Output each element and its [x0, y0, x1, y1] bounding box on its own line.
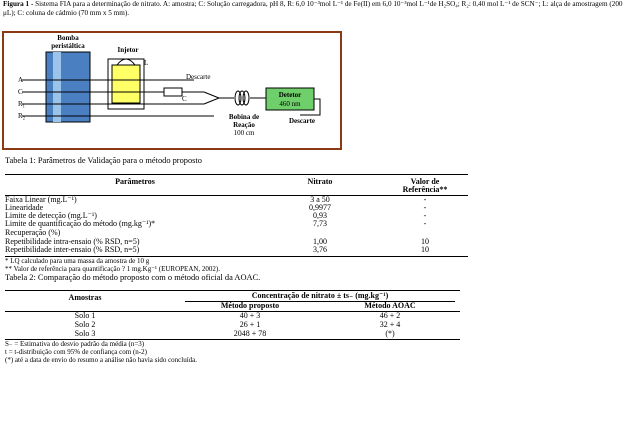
table2-row-proposed: 26 + 1	[239, 320, 261, 329]
table1-header-ref-1: Valor de	[410, 177, 440, 186]
pump-body	[46, 52, 90, 122]
table2-top-rule	[5, 290, 460, 291]
table2-caption: Tabela 2: Comparação do método proposto com o método oficial da AOAC.	[5, 273, 261, 282]
table1-row-nitrate: 0,93	[313, 211, 327, 220]
confluence-1	[204, 92, 219, 104]
injector-label: Injetor	[117, 46, 139, 54]
table1-row-ref: -	[423, 219, 427, 228]
table1-row-ref: -	[423, 195, 427, 204]
table1-row-nitrate: 3 a 50	[310, 195, 330, 204]
pump-label-1: Bomba	[57, 34, 79, 42]
table2-sub-aoac: Método AOAC	[364, 301, 416, 310]
table1-row-param: Limite de quantificação do método (mg.kg⁻¹)*	[5, 219, 156, 228]
cadmium-column	[164, 88, 182, 96]
table1-row-param: Recuperação (%)	[5, 228, 61, 237]
line-label-r1: R₁	[18, 100, 26, 108]
table1-row-nitrate: 3,76	[313, 245, 327, 254]
coil-length: 100 cm	[233, 129, 255, 137]
injector-loop	[117, 59, 135, 65]
figure-caption-prefix: Figura 1 -	[3, 0, 34, 8]
table2-row-sample: Solo 3	[74, 329, 96, 338]
table1-row-ref: 10	[421, 237, 429, 246]
figure-caption-text: Sistema FIA para a determinação de nitrato. A: amostra; C: Solução carregadora, pH 8, R: 6,0 10⁻³mol L⁻¹ de Fe(II) em 6,0 10⁻³mol L⁻¹de H₂SO₄; R₂: 0,40 mol L⁻¹ de SCN⁻; L: alça de amostragem (200 μL); C: coluna de cádmio (70 mm x 5 mm).	[3, 0, 623, 17]
table2-header-concentration: Concentração de nitrato ± ts₋ (mg.kg⁻¹)	[251, 291, 389, 300]
table1-footnote-1: * LQ calculado para uma massa da amostra de 10 g	[5, 257, 150, 265]
table1-top-rule	[5, 174, 468, 175]
coil-turn	[243, 91, 249, 105]
table1-row-param: Linearidade	[5, 203, 44, 212]
table2-row-aoac: 32 + 4	[379, 320, 401, 329]
column-label: C	[182, 95, 187, 103]
loop-label: L	[144, 59, 149, 67]
detector-nm: 460 nm	[279, 100, 301, 108]
coil-label-2: Reação	[233, 121, 255, 129]
table1-row-param: Limite de detecção (mg.L⁻¹)	[5, 211, 97, 220]
table1-header-parameters: Parâmetros	[115, 177, 155, 186]
table2-row-aoac: 46 + 2	[379, 311, 401, 320]
table2-footnote-1: S₋ = Estimativa do desvio padrão da média (n=3)	[5, 340, 145, 348]
line-label-r2: R₂	[18, 112, 26, 120]
table1-footnote-2: ** Valor de referência para quantificação ? 1 mg.Kg⁻¹ (EUROPEAN, 2002).	[5, 265, 221, 273]
table1-header-ref-2: Referência**	[402, 185, 448, 194]
table2-footnote-3: (*) até a data de envio do resumo a análise não havia sido concluída.	[5, 356, 198, 364]
line-label-a: A	[18, 76, 24, 84]
table1-row-nitrate: 0,9977	[309, 203, 331, 212]
table1-row-nitrate: 1,00	[313, 237, 327, 246]
table2-row-proposed: 2048 + 78	[233, 329, 267, 338]
table2-footnote-2: t = t-distribuição com 95% de confiança com (n-2)	[5, 348, 147, 356]
table2-row-aoac: (*)	[385, 329, 395, 338]
table1-row-nitrate: 7,73	[313, 219, 327, 228]
table1-row-ref: -	[423, 203, 427, 212]
table1-row-ref: 10	[421, 245, 429, 254]
table1-row-param: Repetibilidade intra-ensaio (% RSD, n=5)	[5, 237, 140, 246]
table2-row-sample: Solo 2	[74, 320, 96, 329]
table1-header-nitrate: Nitrato	[307, 177, 333, 186]
line-label-c: C	[18, 88, 23, 96]
figure-caption	[3, 0, 628, 17]
pump-highlight	[53, 52, 61, 122]
table1-caption: Tabela 1: Parâmetros de Validação para o método proposto	[5, 156, 202, 165]
discard-1-label: Descarte	[186, 73, 211, 81]
table1-row-ref: -	[423, 211, 427, 220]
injector-body	[112, 65, 140, 103]
table1-row-param: Faixa Linear (mg.L⁻¹)	[5, 195, 77, 204]
fia-diagram	[2, 31, 342, 150]
coil-label-1: Bobina de	[228, 113, 260, 121]
table1-row-param: Repetibilidade inter-ensaio (% RSD, n=5)	[5, 245, 140, 254]
fia-diagram-svg	[4, 33, 340, 148]
detector-label: Detetor	[278, 91, 302, 99]
table2-sub-proposed: Método proposto	[220, 301, 280, 310]
table2-header-samples: Amostras	[68, 293, 102, 302]
pump-label-2: peristáltica	[51, 42, 85, 50]
table2-row-sample: Solo 1	[74, 311, 96, 320]
table2-row-proposed: 40 + 3	[239, 311, 261, 320]
discard-2-label: Descarte	[289, 117, 316, 125]
